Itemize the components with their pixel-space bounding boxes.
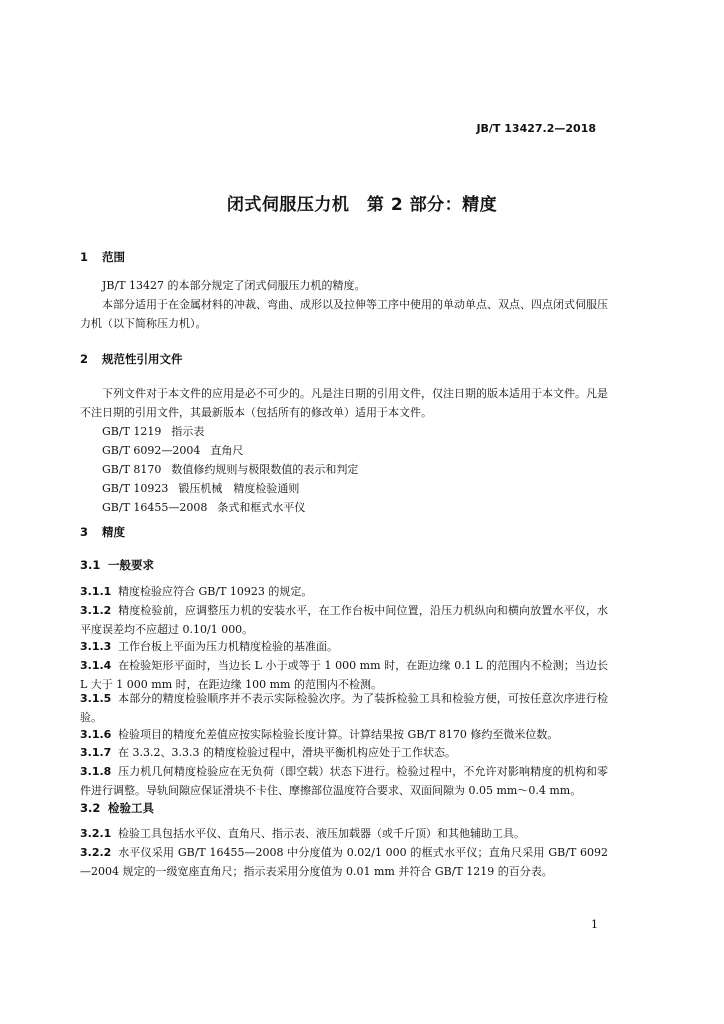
- section-heading-scope: [80, 249, 125, 265]
- clause-3-1-6: [80, 725, 608, 744]
- clause-text: 工作台板上平面为压力机精度检验的基准面。: [118, 640, 338, 653]
- reference-name: 条式和框式水平仪: [217, 501, 306, 514]
- clause-3-1-2: [80, 601, 608, 639]
- subsection-heading-general: [80, 557, 154, 573]
- standard-code: JB/T 13427.2—2018: [476, 122, 596, 135]
- reference-item: [102, 498, 358, 517]
- clause-text: 检验工具包括水平仪、直角尺、指示表、液压加载器（或千斤顶）和其他辅助工具。: [118, 827, 525, 840]
- clause-number: 3.2.1: [80, 827, 112, 840]
- references-intro: 下列文件对于本文件的应用是必不可少的。凡是注日期的引用文件，仅注日期的版本适用于本文件。凡是不注日期的引用文件，其最新版本（包括所有的修改单）适用于本文件。: [80, 387, 608, 419]
- page-number: 1: [591, 918, 598, 931]
- clause-3-1-1: [80, 582, 608, 601]
- section-number: 3: [80, 525, 89, 539]
- clause-text: 压力机几何精度检验应在无负荷（即空载）状态下进行。检验过程中，不允许对影响精度的机构和零件进行调整。导轨间隙应保证滑块不卡住、摩擦部位温度符合要求、双面间隙为 0.05 mm～0.4 mm。: [80, 765, 608, 797]
- subsection-heading-inspection-tools: [80, 800, 154, 816]
- clause-3-1-7: [80, 743, 608, 762]
- reference-code: GB/T 6092—2004: [102, 444, 201, 457]
- reference-item: [102, 460, 358, 479]
- section-number: 2: [80, 352, 89, 366]
- section-title: 规范性引用文件: [102, 352, 183, 366]
- subsection-title: 一般要求: [108, 558, 154, 572]
- reference-code: GB/T 1219: [102, 425, 162, 438]
- clause-text: 精度检验前，应调整压力机的安装水平，在工作台板中间位置，沿压力机纵向和横向放置水平仪，水平度误差均不应超过 0.10/1 000。: [80, 604, 608, 636]
- clause-3-2-2: [80, 843, 608, 881]
- reference-code: GB/T 8170: [102, 463, 162, 476]
- reference-item: [102, 479, 358, 498]
- document-title: 闭式伺服压力机 第 2 部分：精度: [226, 195, 498, 215]
- clause-number: 3.1.8: [80, 765, 112, 778]
- clause-3-1-8: [80, 762, 608, 800]
- clause-text: 在 3.3.2、3.3.3 的精度检验过程中，滑块平衡机构应处于工作状态。: [118, 746, 456, 759]
- clause-3-1-5: [80, 689, 608, 727]
- clause-number: 3.1.5: [80, 692, 112, 705]
- reference-name: 指示表: [171, 425, 205, 438]
- clause-number: 3.1.4: [80, 659, 112, 672]
- reference-name: 直角尺: [210, 444, 244, 457]
- clause-text: 检验项目的精度允差值应按实际检验长度计算。计算结果按 GB/T 8170 修约至微米位数。: [118, 728, 559, 741]
- reference-item: [102, 441, 358, 460]
- clause-number: 3.1.6: [80, 728, 112, 741]
- clause-text: 本部分的精度检验顺序并不表示实际检验次序。为了装拆检验工具和检验方便，可按任意次序进行检验。: [80, 692, 608, 724]
- reference-code: GB/T 16455—2008: [102, 501, 208, 514]
- clause-number: 3.1.2: [80, 604, 112, 617]
- clause-number: 3.1.3: [80, 640, 112, 653]
- reference-name: 锻压机械 精度检验通则: [178, 482, 300, 495]
- clause-number: 3.1.7: [80, 746, 112, 759]
- subsection-number: 3.1: [80, 558, 101, 572]
- clause-text: 水平仪采用 GB/T 16455—2008 中分度值为 0.02/1 000 的框式水平仪；直角尺采用 GB/T 6092—2004 规定的一级宽座直角尺；指示表采用分度值为 0.01 mm 并符合 GB/T 1219 的百分表。: [80, 846, 608, 878]
- clause-text: 在检验矩形平面时，当边长 L 小于或等于 1 000 mm 时，在距边缘 0.1 L 的范围内不检测；当边长 L 大于 1 000 mm 时，在距边缘 100 mm 的范围内不检测。: [80, 659, 608, 691]
- reference-name: 数值修约规则与极限数值的表示和判定: [171, 463, 359, 476]
- section-title: 精度: [102, 525, 125, 539]
- section-heading-accuracy: [80, 524, 125, 540]
- clause-text: 精度检验应符合 GB/T 10923 的规定。: [118, 585, 313, 598]
- clause-number: 3.1.1: [80, 585, 112, 598]
- scope-paragraph-2: 本部分适用于在金属材料的冲裁、弯曲、成形以及拉伸等工序中使用的单动单点、双点、四点闭式伺服压力机（以下简称压力机）。: [80, 298, 608, 330]
- section-heading-normative-references: [80, 351, 183, 367]
- reference-list: [102, 422, 358, 517]
- clause-3-1-3: [80, 637, 608, 656]
- section-number: 1: [80, 250, 89, 264]
- scope-paragraph-1: JB/T 13427 的本部分规定了闭式伺服压力机的精度。: [102, 279, 366, 292]
- subsection-title: 检验工具: [108, 801, 154, 815]
- reference-code: GB/T 10923: [102, 482, 169, 495]
- clause-number: 3.2.2: [80, 846, 112, 859]
- reference-item: [102, 422, 358, 441]
- section-title: 范围: [102, 250, 125, 264]
- clause-3-2-1: [80, 824, 608, 843]
- subsection-number: 3.2: [80, 801, 101, 815]
